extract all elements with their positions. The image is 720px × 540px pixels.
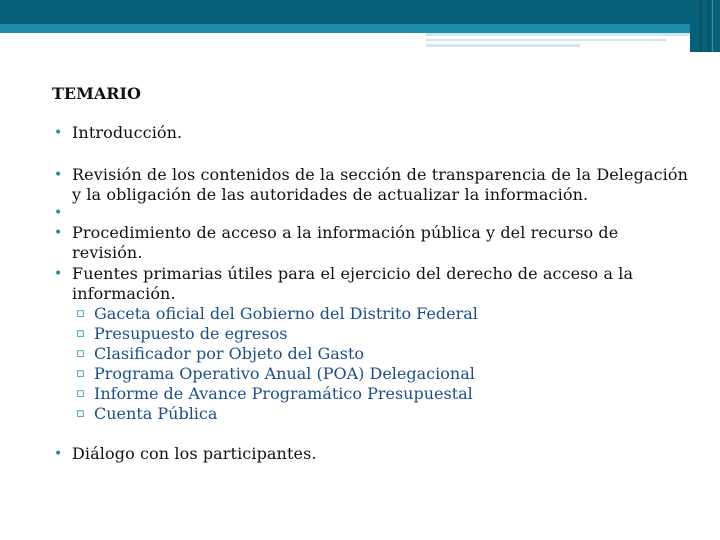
square-bullet-icon: ▫ [76,406,85,421]
bullet-icon: • [54,167,63,183]
bullet-icon: • [54,266,63,282]
bullet-icon: • [54,125,63,141]
bullet-text: Revisión de los contenidos de la sección de transparencia de la Delegación y la obligación de las autoridades de actualizar la información. [72,165,688,204]
header-stripe [0,33,426,36]
square-bullet-icon: ▫ [76,366,85,381]
bullet-item [54,223,694,263]
square-bullet-icon: ▫ [76,346,85,361]
bullet-text: Procedimiento de acceso a la información pública y del recurso de revisión. [72,223,619,262]
header-stripe [712,0,713,52]
bullet-item [54,165,694,205]
header-bar [0,0,720,24]
header-stripe [426,44,580,47]
slide-title: TEMARIO [52,84,141,103]
square-bullet-icon: ▫ [76,386,85,401]
sub-item [54,304,694,324]
header-corner [690,0,720,52]
sub-item-text: Presupuesto de egresos [94,324,288,343]
bullet-item [54,264,694,424]
bullet-icon: • [54,205,63,221]
sub-item [54,364,694,384]
sub-item [54,384,694,404]
bullet-text: Introducción. [72,123,183,142]
sub-item-text: Informe de Avance Programático Presupuestal [94,384,473,403]
header-stripe [0,24,690,33]
sub-item [54,324,694,344]
bullet-text: Fuentes primarias útiles para el ejercicio del derecho de acceso a la información. [72,264,634,303]
square-bullet-icon: ▫ [76,306,85,321]
header-stripe [700,0,702,52]
header-stripe [708,0,710,52]
bullet-icon: • [54,225,63,241]
sub-item-text: Programa Operativo Anual (POA) Delegacional [94,364,475,383]
bullet-item [54,123,694,143]
square-bullet-icon: ▫ [76,326,85,341]
sub-item-text: Cuenta Pública [94,404,218,423]
sub-item-text: Clasificador por Objeto del Gasto [94,344,365,363]
bullet-text: Diálogo con los participantes. [72,444,317,463]
sub-item-text: Gaceta oficial del Gobierno del Distrito Federal [94,304,478,323]
sub-item [54,404,694,424]
header-stripe [426,33,690,36]
header-stripe [426,39,666,41]
sub-item [54,344,694,364]
bullet-icon: • [54,446,63,462]
bullet-item [54,444,694,464]
